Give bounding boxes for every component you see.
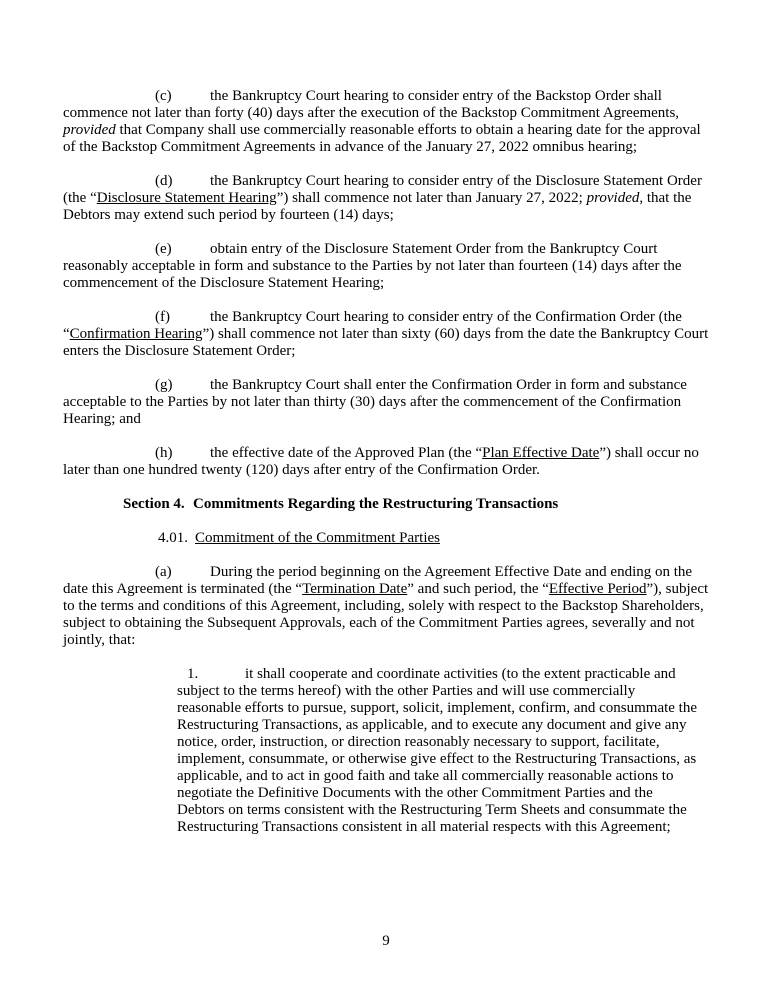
clause-d-text-end: , that the Debtors may extend such period by fourteen (14) days; (63, 190, 692, 223)
numbered-item-1-text: it shall cooperate and coordinate activities (to the extent practicable and subject to the terms hereof) with the other Parties and will use commercially reasonable efforts to pursue, support, solicit, implement, confirm, and consummate the Restructuring Transactions, as applicable, and to execute any document and give any notice, order, instruction, or direction reasonably necessary to support, facilitate, implement, consummate, or otherwise give effect to the Restructuring Transactions, as applicable, and to act in good faith and take all commercially reasonable actions to negotiate the Definitive Documents with the other Commitment Parties and the Debtors on terms consistent with the Restructuring Term Sheets and consummate the Restructuring Transactions consistent in all material respects with this Agreement; (177, 666, 698, 835)
clause-e (63, 241, 710, 292)
clause-g-text: the Bankruptcy Court shall enter the Confirmation Order in form and substance acceptable to the Parties by not later than thirty (30) days after the commencement of the Confirmation Hearing; and (63, 377, 687, 427)
clause-d (63, 173, 710, 224)
clause-c (63, 88, 710, 156)
document-content (63, 88, 710, 853)
defined-term-plan-effective-date: Plan Effective Date (482, 445, 600, 461)
page-number: 9 (382, 933, 390, 949)
clause-d-label: (d) (155, 173, 173, 189)
clause-c-label: (c) (155, 88, 172, 104)
clause-a-text: During the period beginning on the Agreement Effective Date and ending on the date this Agreement is terminated (the “ (63, 564, 693, 597)
clause-h-label: (h) (155, 445, 173, 461)
clause-d-proviso: provided (586, 190, 640, 206)
subsection-4-01-number: 4.01. (158, 530, 188, 546)
clause-a-text-cont: ” and such period, the “ (407, 581, 549, 597)
numbered-item-1 (177, 666, 700, 836)
clause-h-text-cont: ”) shall occur no later than one hundred twenty (120) days after entry of the Confirmation Order. (63, 445, 699, 478)
clause-d-text: the Bankruptcy Court hearing to consider entry of the Disclosure Statement Order (the “ (63, 173, 702, 206)
clause-g (63, 377, 710, 428)
clause-f-label: (f) (155, 309, 170, 325)
clause-a-label: (a) (155, 564, 172, 580)
clause-f-text-cont: ”) shall commence not later than sixty (60) days from the date the Bankruptcy Court enters the Disclosure Statement Order; (63, 326, 709, 359)
clause-h-text: the effective date of the Approved Plan (the “ (210, 445, 483, 461)
clause-c-text-cont: that Company shall use commercially reasonable efforts to obtain a hearing date for the approval of the Backstop Commitment Agreements in advance of the January 27, 2022 omnibus hearing; (63, 122, 701, 155)
clause-f-text: the Bankruptcy Court hearing to consider entry of the Confirmation Order (the “ (63, 309, 682, 342)
defined-term-effective-period: Effective Period (548, 581, 647, 597)
numbered-item-1-number: 1. (187, 666, 199, 682)
subsection-4-01-heading (63, 530, 710, 547)
clause-a-text-end: ”), subject to the terms and conditions of this Agreement, including, solely with respect to the Backstop Shareholders, subject to obtaining the Subsequent Approvals, each of the Commitment Parties agrees, severally and not jointly, that: (63, 581, 709, 648)
clause-c-text: the Bankruptcy Court hearing to consider entry of the Backstop Order shall commence not later than forty (40) days after the execution of the Backstop Commitment Agreements, (63, 88, 680, 121)
clause-c-proviso: provided (63, 122, 116, 138)
clause-g-label: (g) (155, 377, 173, 393)
clause-e-text: obtain entry of the Disclosure Statement Order from the Bankruptcy Court reasonably acceptable in form and substance to the Parties by not later than fourteen (14) days after the commencement of the Disclosure Statement Hearing; (63, 241, 682, 291)
clause-f (63, 309, 710, 360)
clause-d-text-cont: ”) shall commence not later than January 27, 2022; (276, 190, 587, 206)
clause-a (63, 564, 710, 649)
section-4-title: Commitments Regarding the Restructuring Transactions (193, 496, 559, 512)
defined-term-disclosure-statement-hearing: Disclosure Statement Hearing (96, 190, 277, 206)
section-4-heading (63, 496, 710, 513)
defined-term-confirmation-hearing: Confirmation Hearing (69, 326, 203, 342)
section-4-number: Section 4. (123, 496, 185, 512)
subsection-4-01-title: Commitment of the Commitment Parties (195, 530, 440, 546)
clause-e-label: (e) (155, 241, 172, 257)
defined-term-termination-date: Termination Date (302, 581, 408, 597)
clause-h (63, 445, 710, 479)
